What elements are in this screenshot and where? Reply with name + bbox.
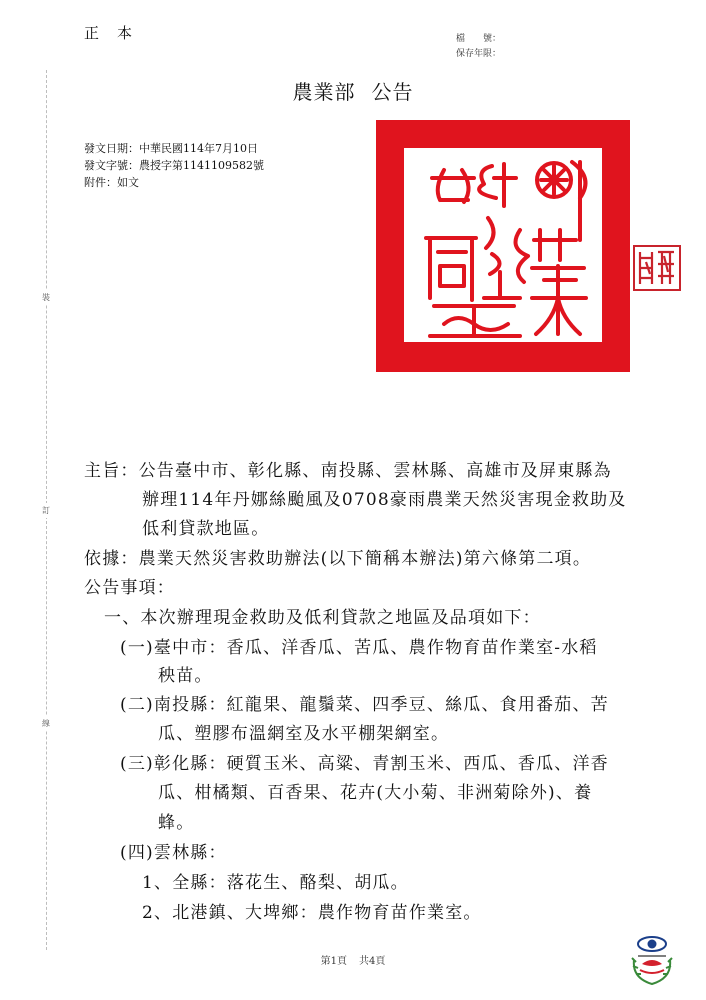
document-type: 公告 [371, 80, 414, 104]
ministry-logo [628, 930, 676, 986]
page-number [0, 952, 706, 967]
binding-char-bind: 裝 [42, 290, 50, 305]
seal-glyph-area [404, 148, 602, 342]
file-number-label: 檔 號： [456, 34, 502, 44]
subitem-changhua-line-1: (三)彰化縣：硬質玉米、高粱、青割玉米、西瓜、香瓜、洋香 [120, 754, 609, 774]
issue-number: 發文字號：農授字第1141109582號 [84, 159, 264, 172]
attachment-note: 附件：如文 [84, 176, 139, 189]
binding-char-staple: 訂 [42, 503, 50, 518]
retention-label: 保存年限： [456, 49, 502, 59]
subitem-taichung-line-2: 秧苗。 [158, 666, 213, 686]
subitem-taichung-line-1: (一)臺中市：香瓜、洋香瓜、苦瓜、農作物育苗作業室-水稻 [120, 638, 598, 658]
subitem-changhua-line-3: 蜂。 [158, 813, 195, 833]
notice-item-1: 一、本次辦理現金救助及低利貸款之地區及品項如下： [104, 608, 541, 628]
subitem-nantou-line-1: (二)南投縣：紅龍果、龍鬚菜、四季豆、絲瓜、食用番茄、苦 [120, 695, 609, 715]
archive-meta [456, 32, 501, 62]
subject-line-1: 主旨：公告臺中市、彰化縣、南投縣、雲林縣、高雄市及屏東縣為 [84, 461, 612, 481]
document-title [0, 76, 706, 105]
copy-mark: 正本 [84, 24, 151, 42]
subitem-nantou-line-2: 瓜、塑膠布溫網室及水平棚架網室。 [158, 724, 450, 744]
subitem-yunlin: (四)雲林縣： [120, 843, 227, 863]
small-seal-stamp [632, 244, 682, 292]
page-current: 第1頁 [320, 956, 347, 967]
binding-char-line: 線 [42, 716, 50, 731]
page-total: 共4頁 [359, 956, 386, 967]
subitem-changhua-line-2: 瓜、柑橘類、百香果、花卉(大小菊、非洲菊除外)、養 [158, 783, 593, 803]
agency-name: 農業部 [292, 80, 356, 104]
seal-glyph-strokes [404, 148, 602, 342]
yunlin-item-1: 1、全縣：落花生、酪梨、胡瓜。 [142, 873, 409, 893]
issue-date: 發文日期：中華民國114年7月10日 [84, 142, 258, 155]
issuance-info [84, 140, 264, 191]
yunlin-item-2: 2、北港鎮、大埤鄉：農作物育苗作業室。 [142, 903, 482, 923]
legal-basis: 依據：農業天然災害救助辦法(以下簡稱本辦法)第六條第二項。 [84, 549, 592, 569]
subject-line-2: 辦理114年丹娜絲颱風及0708豪雨農業天然災害現金救助及 [142, 490, 627, 510]
official-seal [376, 120, 630, 372]
subject-line-3: 低利貸款地區。 [142, 519, 270, 539]
notice-heading: 公告事項： [84, 578, 175, 598]
